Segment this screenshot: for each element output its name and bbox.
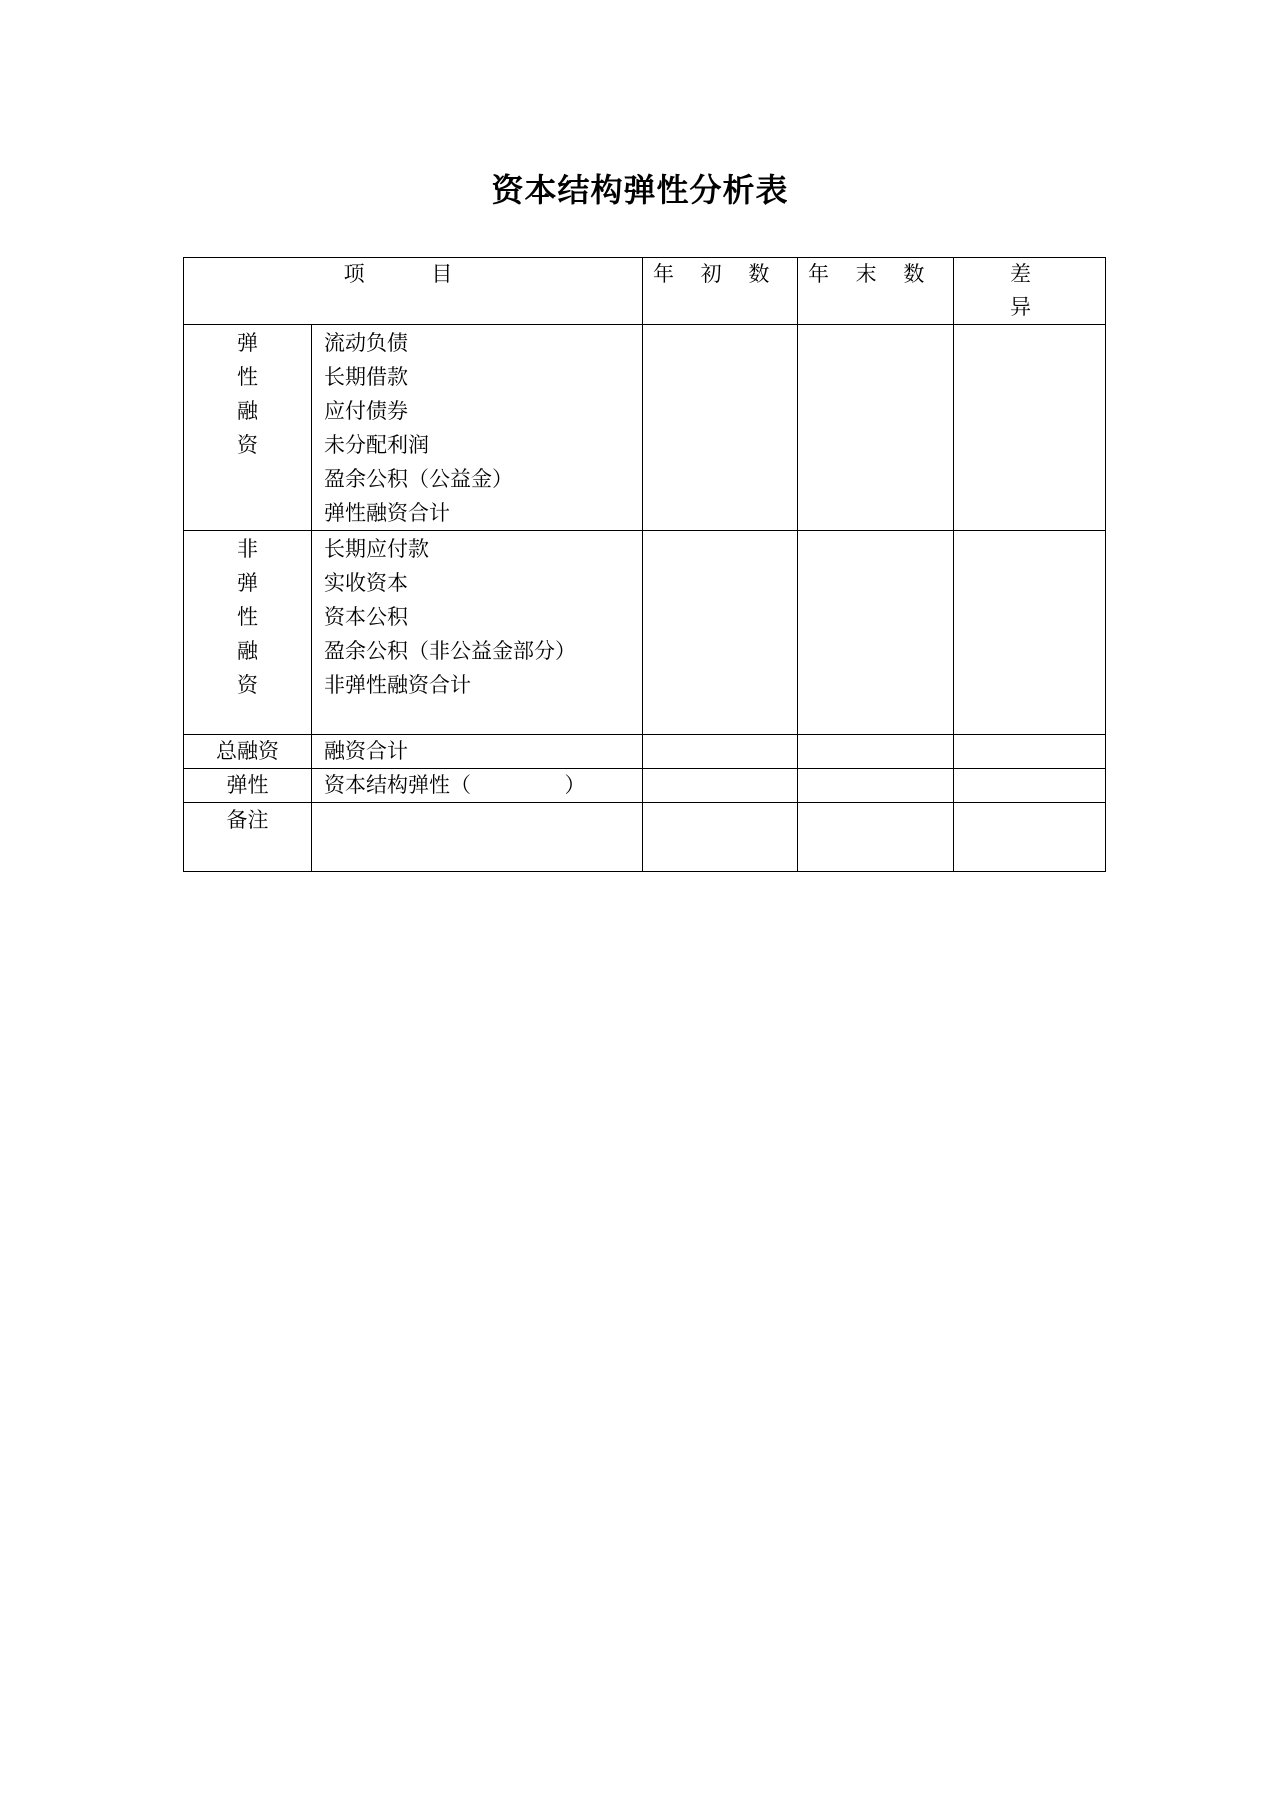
list-item: 弹性融资合计 bbox=[324, 501, 450, 525]
diff-cell bbox=[954, 769, 1106, 803]
end-cell bbox=[798, 735, 954, 769]
end-cell bbox=[798, 325, 954, 531]
list-item: 资本公积 bbox=[324, 605, 408, 629]
list-item: 盈余公积（非公益金部分） bbox=[324, 639, 576, 663]
list-item: 应付债券 bbox=[324, 399, 408, 423]
elastic-financing-group bbox=[184, 325, 1106, 531]
elasticity-category: 弹性 bbox=[184, 769, 312, 803]
diff-cell bbox=[954, 531, 1106, 735]
category-char: 资 bbox=[237, 433, 258, 457]
begin-cell bbox=[643, 803, 798, 872]
begin-cell bbox=[643, 531, 798, 735]
category-char: 融 bbox=[237, 399, 258, 423]
end-cell bbox=[798, 769, 954, 803]
non-elastic-financing-group bbox=[184, 531, 1106, 735]
page-title: 资本结构弹性分析表 bbox=[491, 171, 789, 209]
category-char: 性 bbox=[237, 365, 258, 389]
category-char: 融 bbox=[237, 639, 258, 663]
diff-cell bbox=[954, 803, 1106, 872]
list-item: 未分配利润 bbox=[324, 433, 429, 457]
list-item: 实收资本 bbox=[324, 571, 408, 595]
header-item: 项 目 bbox=[184, 258, 643, 325]
elastic-category bbox=[184, 325, 312, 531]
header-begin: 年 初 数 bbox=[643, 258, 798, 325]
category-char: 弹 bbox=[237, 331, 258, 355]
remarks-category: 备注 bbox=[184, 803, 312, 872]
total-category: 总融资 bbox=[184, 735, 312, 769]
elasticity-row bbox=[184, 769, 1106, 803]
total-item: 融资合计 bbox=[312, 735, 643, 769]
category-char: 资 bbox=[237, 673, 258, 697]
capital-structure-table bbox=[183, 257, 1106, 872]
list-item: 长期应付款 bbox=[324, 537, 429, 561]
list-item: 盈余公积（公益金） bbox=[324, 467, 513, 491]
end-cell bbox=[798, 803, 954, 872]
begin-cell bbox=[643, 769, 798, 803]
begin-cell bbox=[643, 735, 798, 769]
non-elastic-items bbox=[312, 531, 643, 735]
category-char: 非 bbox=[237, 537, 258, 561]
diff-cell bbox=[954, 325, 1106, 531]
total-financing-row bbox=[184, 735, 1106, 769]
diff-cell bbox=[954, 735, 1106, 769]
list-item: 流动负债 bbox=[324, 331, 408, 355]
end-cell bbox=[798, 531, 954, 735]
header-row bbox=[184, 258, 1106, 325]
list-item: 非弹性融资合计 bbox=[324, 673, 471, 697]
header-end: 年 末 数 bbox=[798, 258, 954, 325]
elastic-items bbox=[312, 325, 643, 531]
non-elastic-category bbox=[184, 531, 312, 735]
header-diff: 差 异 bbox=[954, 258, 1106, 325]
elasticity-item: 资本结构弹性（ ） bbox=[312, 769, 643, 803]
remarks-row bbox=[184, 803, 1106, 872]
category-char: 弹 bbox=[237, 571, 258, 595]
list-item: 长期借款 bbox=[324, 365, 408, 389]
remarks-content bbox=[312, 803, 643, 872]
category-char: 性 bbox=[237, 605, 258, 629]
begin-cell bbox=[643, 325, 798, 531]
